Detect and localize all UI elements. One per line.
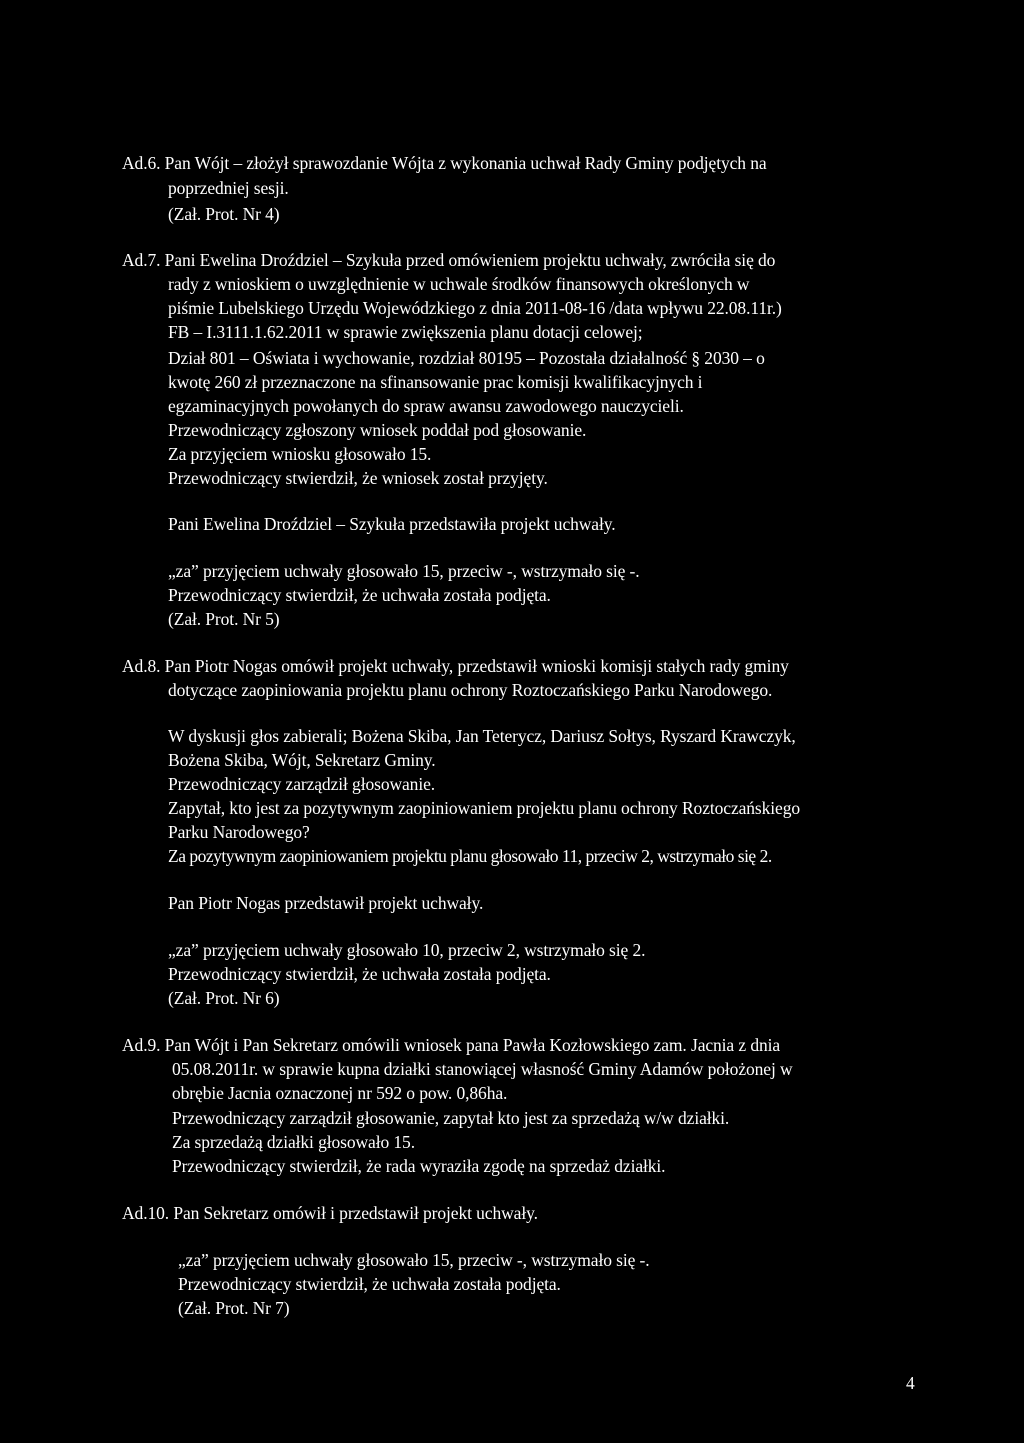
text-line: egzaminacyjnych powołanych do spraw awansu zawodowego nauczycieli.	[168, 396, 684, 416]
text-line: Przewodniczący zgłoszony wniosek poddał pod głosowanie.	[168, 420, 587, 440]
text-line: piśmie Lubelskiego Urzędu Wojewódzkiego z dnia 2011-08-16 /data wpływu 22.08.11r.)	[168, 298, 782, 318]
text-line: Za pozytywnym zaopiniowaniem projektu planu głosowało 11, przeciw 2, wstrzymało się 2.	[168, 846, 772, 866]
text-line: Przewodniczący zarządził głosowanie, zapytał kto jest za sprzedażą w/w działki.	[172, 1108, 730, 1128]
text-line: Przewodniczący stwierdził, że uchwała została podjęta.	[178, 1274, 561, 1294]
text-line: W dyskusji głos zabierali; Bożena Skiba, Jan Teterycz, Dariusz Sołtys, Ryszard Krawczyk,	[168, 726, 796, 746]
text-line: Ad.8. Pan Piotr Nogas omówił projekt uchwały, przedstawił wnioski komisji stałych rady gminy	[122, 656, 789, 676]
text-line: „za” przyjęciem uchwały głosowało 15, przeciw -, wstrzymało się -.	[168, 561, 640, 581]
text-line: poprzedniej sesji.	[168, 178, 289, 198]
text-line: Za przyjęciem wniosku głosowało 15.	[168, 444, 432, 464]
text-line: Dział 801 – Oświata i wychowanie, rozdział 80195 – Pozostała działalność § 2030 – o	[168, 348, 765, 368]
text-line: Pan Piotr Nogas przedstawił projekt uchwały.	[168, 893, 484, 913]
text-line: „za” przyjęciem uchwały głosowało 10, przeciw 2, wstrzymało się 2.	[168, 940, 646, 960]
text-line: dotyczące zaopiniowania projektu planu ochrony Roztoczańskiego Parku Narodowego.	[168, 680, 773, 700]
text-line: (Zał. Prot. Nr 4)	[168, 204, 280, 224]
text-line: Ad.7. Pani Ewelina Droździel – Szykuła przed omówieniem projektu uchwały, zwróciła się do	[122, 250, 776, 270]
text-line: Przewodniczący stwierdził, że rada wyraziła zgodę na sprzedaż działki.	[172, 1156, 666, 1176]
text-line: Ad.9. Pan Wójt i Pan Sekretarz omówili wniosek pana Pawła Kozłowskiego zam. Jacnia z dnia	[122, 1035, 781, 1055]
page-number: 4	[906, 1373, 915, 1393]
text-line: (Zał. Prot. Nr 6)	[168, 988, 280, 1008]
text-line: 05.08.2011r. w sprawie kupna działki stanowiącej własność Gminy Adamów położonej w	[172, 1059, 793, 1079]
text-line: (Zał. Prot. Nr 5)	[168, 609, 280, 629]
text-line: „za” przyjęciem uchwały głosowało 15, przeciw -, wstrzymało się -.	[178, 1250, 650, 1270]
text-line: Bożena Skiba, Wójt, Sekretarz Gminy.	[168, 750, 436, 770]
text-line: Za sprzedażą działki głosowało 15.	[172, 1132, 415, 1152]
text-line: Przewodniczący zarządził głosowanie.	[168, 774, 436, 794]
text-line: Ad.6. Pan Wójt – złożył sprawozdanie Wójta z wykonania uchwał Rady Gminy podjętych na	[122, 153, 767, 173]
text-line: Ad.10. Pan Sekretarz omówił i przedstawił projekt uchwały.	[122, 1203, 538, 1223]
text-line: Zapytał, kto jest za pozytywnym zaopiniowaniem projektu planu ochrony Roztoczańskiego	[168, 798, 801, 818]
text-line: rady z wnioskiem o uwzględnienie w uchwale środków finansowych określonych w	[168, 274, 750, 294]
text-line: Przewodniczący stwierdził, że uchwała została podjęta.	[168, 585, 551, 605]
text-line: kwotę 260 zł przeznaczone na sfinansowanie prac komisji kwalifikacyjnych i	[168, 372, 703, 392]
text-line: FB – I.3111.1.62.2011 w sprawie zwiększenia planu dotacji celowej;	[168, 322, 643, 342]
text-line: Pani Ewelina Droździel – Szykuła przedstawiła projekt uchwały.	[168, 514, 616, 534]
text-line: Przewodniczący stwierdził, że wniosek został przyjęty.	[168, 468, 548, 488]
text-line: Przewodniczący stwierdził, że uchwała została podjęta.	[168, 964, 551, 984]
text-line: Parku Narodowego?	[168, 822, 310, 842]
text-line: obrębie Jacnia oznaczonej nr 592 o pow. 0,86ha.	[172, 1083, 508, 1103]
text-line: (Zał. Prot. Nr 7)	[178, 1298, 290, 1318]
